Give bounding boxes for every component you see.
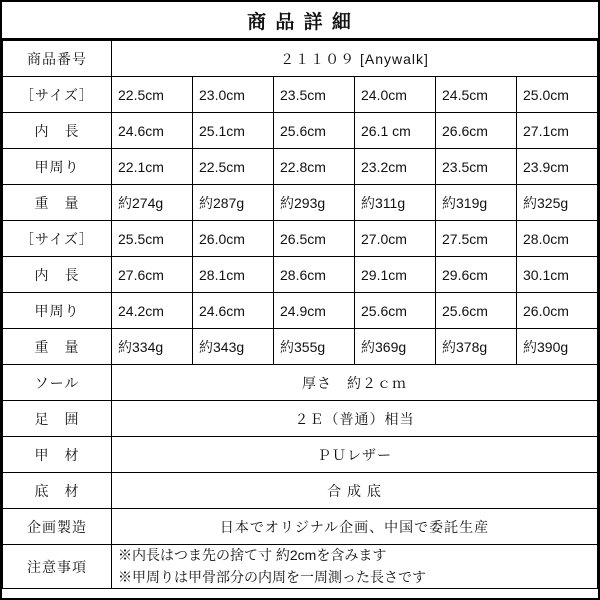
table-row [3, 41, 598, 77]
weight-cell: 約293g [274, 185, 355, 221]
inner-length-cell: 26.6cm [436, 113, 517, 149]
planning-label: 企画製造 [3, 509, 112, 545]
sheet-title-row [2, 2, 598, 40]
width-label: 足 囲 [3, 401, 112, 437]
item-number-label: 商品番号 [3, 41, 112, 77]
table-row [3, 113, 598, 149]
note-line: ※内長はつま先の捨て寸 約2cmを含みます [118, 547, 387, 563]
size-cell: 26.0cm [193, 221, 274, 257]
inner-length-cell: 25.6cm [274, 113, 355, 149]
inner-length-cell: 27.1cm [517, 113, 598, 149]
size-cell: 25.5cm [112, 221, 193, 257]
upper-material-label: 甲 材 [3, 437, 112, 473]
width-value: ２Ｅ（普通）相当 [112, 401, 598, 437]
instep-cell: 25.6cm [436, 293, 517, 329]
notes-value [112, 545, 598, 589]
table-row [3, 257, 598, 293]
inner-length-cell: 27.6cm [112, 257, 193, 293]
weight-label-2: 重 量 [3, 329, 112, 365]
outsole-material-label: 底 材 [3, 473, 112, 509]
table-row [3, 293, 598, 329]
size-label-1: ［サイズ］ [3, 77, 112, 113]
weight-cell: 約311g [355, 185, 436, 221]
size-cell: 23.0cm [193, 77, 274, 113]
table-row [3, 365, 598, 401]
instep-cell: 23.2cm [355, 149, 436, 185]
inner-length-cell: 29.6cm [436, 257, 517, 293]
note-line: ※甲周りは甲骨部分の内周を一周測った長さです [118, 568, 426, 585]
instep-cell: 23.9cm [517, 149, 598, 185]
instep-cell: 22.1cm [112, 149, 193, 185]
inner-length-cell: 28.1cm [193, 257, 274, 293]
size-cell: 27.0cm [355, 221, 436, 257]
table-row [3, 221, 598, 257]
weight-cell: 約319g [436, 185, 517, 221]
weight-cell: 約287g [193, 185, 274, 221]
table-row [3, 437, 598, 473]
instep-cell: 24.2cm [112, 293, 193, 329]
inner-length-label-2: 内 長 [3, 257, 112, 293]
inner-length-cell: 29.1cm [355, 257, 436, 293]
weight-cell: 約274g [112, 185, 193, 221]
instep-cell: 22.8cm [274, 149, 355, 185]
weight-cell: 約343g [193, 329, 274, 365]
size-cell: 24.5cm [436, 77, 517, 113]
outsole-material-value: 合 成 底 [112, 473, 598, 509]
inner-length-cell: 25.1cm [193, 113, 274, 149]
size-cell: 26.5cm [274, 221, 355, 257]
inner-length-cell: 24.6cm [112, 113, 193, 149]
size-cell: 24.0cm [355, 77, 436, 113]
size-cell: 23.5cm [274, 77, 355, 113]
item-number-value: ２１１０９ [Anywalk] [112, 41, 598, 77]
instep-cell: 22.5cm [193, 149, 274, 185]
notes-label: 注意事項 [3, 545, 112, 589]
instep-cell: 24.9cm [274, 293, 355, 329]
table-row [3, 473, 598, 509]
table-row [3, 329, 598, 365]
table-row [3, 545, 598, 589]
table-row [3, 185, 598, 221]
instep-cell: 24.6cm [193, 293, 274, 329]
weight-cell: 約378g [436, 329, 517, 365]
weight-label-1: 重 量 [3, 185, 112, 221]
weight-cell: 約390g [517, 329, 598, 365]
inner-length-cell: 28.6cm [274, 257, 355, 293]
weight-cell: 約369g [355, 329, 436, 365]
weight-cell: 約355g [274, 329, 355, 365]
inner-length-cell: 26.1 cm [355, 113, 436, 149]
instep-cell: 26.0cm [517, 293, 598, 329]
planning-value: 日本でオリジナル企画、中国で委託生産 [112, 509, 598, 545]
instep-cell: 25.6cm [355, 293, 436, 329]
weight-cell: 約334g [112, 329, 193, 365]
size-cell: 25.0cm [517, 77, 598, 113]
upper-material-value: ＰＵレザー [112, 437, 598, 473]
sole-value: 厚さ 約２ｃｍ [112, 365, 598, 401]
page-title: 商 品 詳 細 [247, 11, 353, 33]
size-label-2: ［サイズ］ [3, 221, 112, 257]
instep-label-2: 甲周り [3, 293, 112, 329]
sole-label: ソール [3, 365, 112, 401]
table-row [3, 401, 598, 437]
weight-cell: 約325g [517, 185, 598, 221]
size-cell: 22.5cm [112, 77, 193, 113]
inner-length-cell: 30.1cm [517, 257, 598, 293]
inner-length-label-1: 内 長 [3, 113, 112, 149]
table-row [3, 77, 598, 113]
spec-table [2, 40, 598, 589]
instep-cell: 23.5cm [436, 149, 517, 185]
instep-label-1: 甲周り [3, 149, 112, 185]
table-row [3, 149, 598, 185]
size-cell: 27.5cm [436, 221, 517, 257]
spec-table-wrapper [2, 40, 598, 598]
size-cell: 28.0cm [517, 221, 598, 257]
table-row [3, 509, 598, 545]
